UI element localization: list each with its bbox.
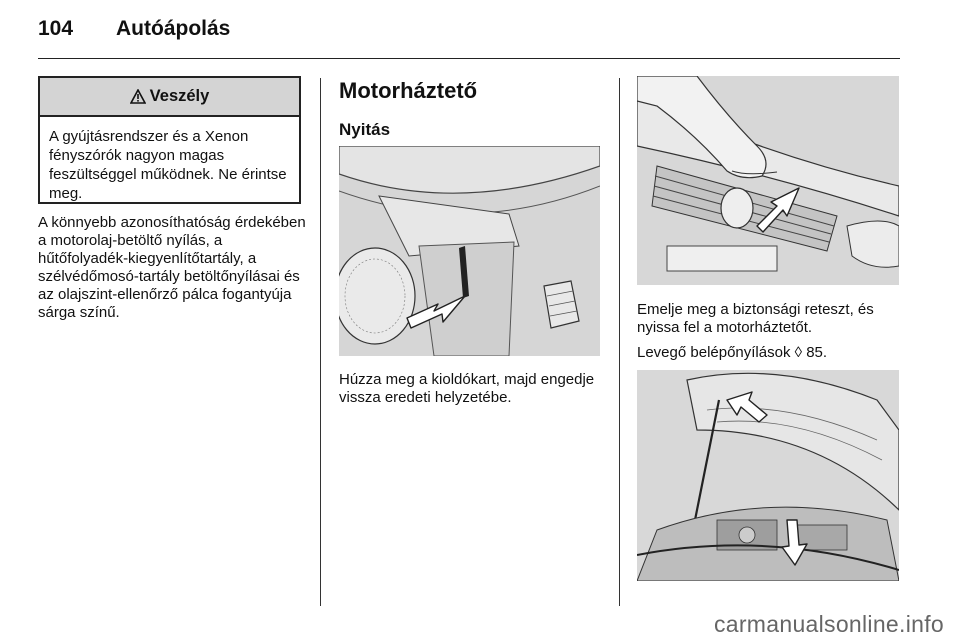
warning-box [38, 76, 301, 204]
warning-header [40, 78, 299, 117]
safety-catch-illustration [637, 76, 899, 285]
page-section-title: Autóápolás [116, 17, 231, 40]
release-lever-caption: Húzza meg a kioldókart, majd engedje vissza eredeti helyzetébe. [339, 371, 595, 406]
watermark: carmanualsonline.info [713, 611, 944, 637]
column-divider-right [619, 78, 620, 606]
open-hood-illustration [637, 370, 899, 581]
page-number: 104 [38, 17, 74, 40]
column-divider-left [320, 78, 321, 606]
air-intake-reference [637, 344, 907, 362]
release-lever-illustration [339, 146, 600, 356]
section-title: Motorháztető [339, 78, 478, 103]
safety-catch-caption: Emelje meg a biztonsági reteszt, és nyissa fel a motorháztetőt. [637, 301, 874, 336]
fluid-identification-paragraph: A könnyebb azonosíthatóság érdekében a motorolaj-betöltő nyílás, a hűtőfolyadék-kiegyenlítőtartály, a szélvédőmosó-tartály betöltőnyílásai és az olajszint-ellenőrző pálca fogantyúja sárga színű. [38, 214, 306, 321]
air-intake-reference-text: Levegő belépőnyílások [637, 344, 791, 361]
page-reference-link[interactable]: 85. [806, 344, 828, 361]
warning-triangle-icon [130, 89, 146, 104]
subsection-title: Nyitás [339, 120, 391, 139]
header-divider [38, 58, 900, 59]
page-reference-icon: ◊ [794, 344, 803, 361]
warning-text: A gyújtásrendszer és a Xenon fényszórók nagyon magas feszültséggel működnek. Ne érintse meg. [49, 128, 287, 202]
warning-title: Veszély [149, 87, 210, 105]
